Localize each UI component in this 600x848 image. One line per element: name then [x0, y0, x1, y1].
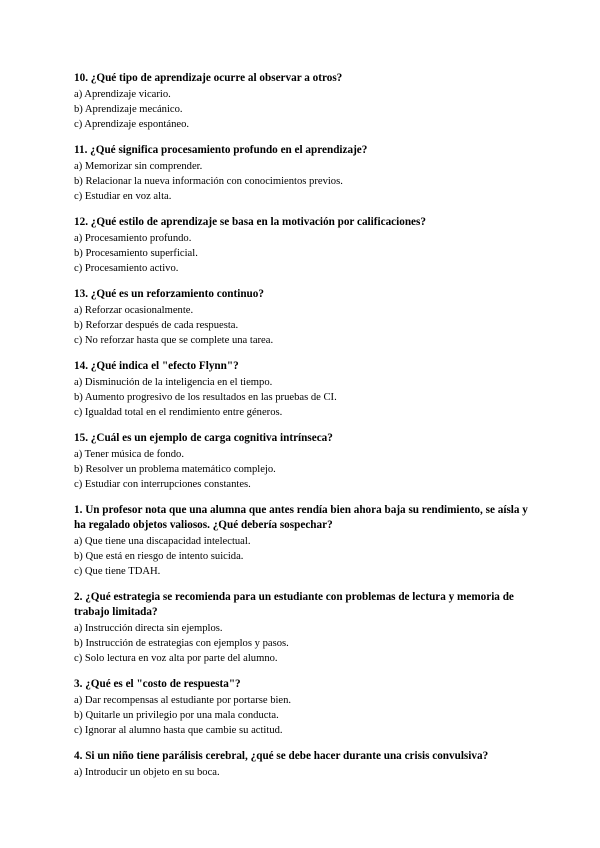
question-title: 11. ¿Qué significa procesamiento profundo en el aprendizaje? — [74, 144, 368, 156]
question-3 — [74, 677, 540, 738]
question-title: 13. ¿Qué es un reforzamiento continuo? — [74, 288, 264, 300]
question-title: 15. ¿Cuál es un ejemplo de carga cognitiva intrínseca? — [74, 432, 333, 444]
question-14 — [74, 359, 540, 420]
option-c: c) Que tiene TDAH. — [74, 566, 161, 577]
question-10 — [74, 71, 540, 132]
option-a: a) Introducir un objeto en su boca. — [74, 767, 220, 778]
question-12 — [74, 215, 540, 276]
option-c: c) Estudiar con interrupciones constantes. — [74, 479, 251, 490]
option-a: a) Dar recompensas al estudiante por portarse bien. — [74, 695, 292, 706]
option-c: c) Solo lectura en voz alta por parte del alumno. — [74, 653, 278, 664]
question-11 — [74, 143, 540, 204]
option-a: a) Tener música de fondo. — [74, 449, 184, 460]
question-4 — [74, 749, 540, 780]
question-15 — [74, 431, 540, 492]
option-b: b) Resolver un problema matemático complejo. — [74, 464, 276, 475]
option-a: a) Reforzar ocasionalmente. — [74, 305, 194, 316]
option-a: a) Procesamiento profundo. — [74, 233, 192, 244]
question-2 — [74, 590, 540, 666]
option-b: b) Reforzar después de cada respuesta. — [74, 320, 239, 331]
option-a: a) Memorizar sin comprender. — [74, 161, 203, 172]
option-b: b) Procesamiento superficial. — [74, 248, 198, 259]
question-title: 1. Un profesor nota que una alumna que antes rendía bien ahora baja su rendimiento, se aísla y ha regalado objetos valiosos. ¿Qué debería sospechar? — [74, 504, 528, 531]
option-c: c) Estudiar en voz alta. — [74, 191, 172, 202]
question-13 — [74, 287, 540, 348]
option-c: c) Aprendizaje espontáneo. — [74, 119, 190, 130]
option-b: b) Quitarle un privilegio por una mala conducta. — [74, 710, 279, 721]
option-a: a) Que tiene una discapacidad intelectual. — [74, 536, 251, 547]
question-title: 10. ¿Qué tipo de aprendizaje ocurre al observar a otros? — [74, 72, 343, 84]
question-title: 3. ¿Qué es el "costo de respuesta"? — [74, 678, 241, 690]
question-title: 14. ¿Qué indica el "efecto Flynn"? — [74, 360, 239, 372]
question-title: 2. ¿Qué estrategia se recomienda para un estudiante con problemas de lectura y memoria de trabajo limitada? — [74, 591, 514, 618]
option-a: a) Instrucción directa sin ejemplos. — [74, 623, 223, 634]
option-c: c) Ignorar al alumno hasta que cambie su actitud. — [74, 725, 283, 736]
option-a: a) Disminución de la inteligencia en el tiempo. — [74, 377, 273, 388]
option-c: c) Igualdad total en el rendimiento entre géneros. — [74, 407, 283, 418]
option-b: b) Que está en riesgo de intento suicida. — [74, 551, 244, 562]
question-1 — [74, 503, 540, 579]
option-b: b) Relacionar la nueva información con conocimientos previos. — [74, 176, 343, 187]
option-b: b) Aprendizaje mecánico. — [74, 104, 183, 115]
option-c: c) Procesamiento activo. — [74, 263, 179, 274]
option-b: b) Aumento progresivo de los resultados en las pruebas de CI. — [74, 392, 337, 403]
question-title: 12. ¿Qué estilo de aprendizaje se basa en la motivación por calificaciones? — [74, 216, 426, 228]
option-c: c) No reforzar hasta que se complete una tarea. — [74, 335, 274, 346]
question-title: 4. Si un niño tiene parálisis cerebral, ¿qué se debe hacer durante una crisis convulsiva? — [74, 750, 489, 762]
option-a: a) Aprendizaje vicario. — [74, 89, 171, 100]
option-b: b) Instrucción de estrategias con ejemplos y pasos. — [74, 638, 289, 649]
